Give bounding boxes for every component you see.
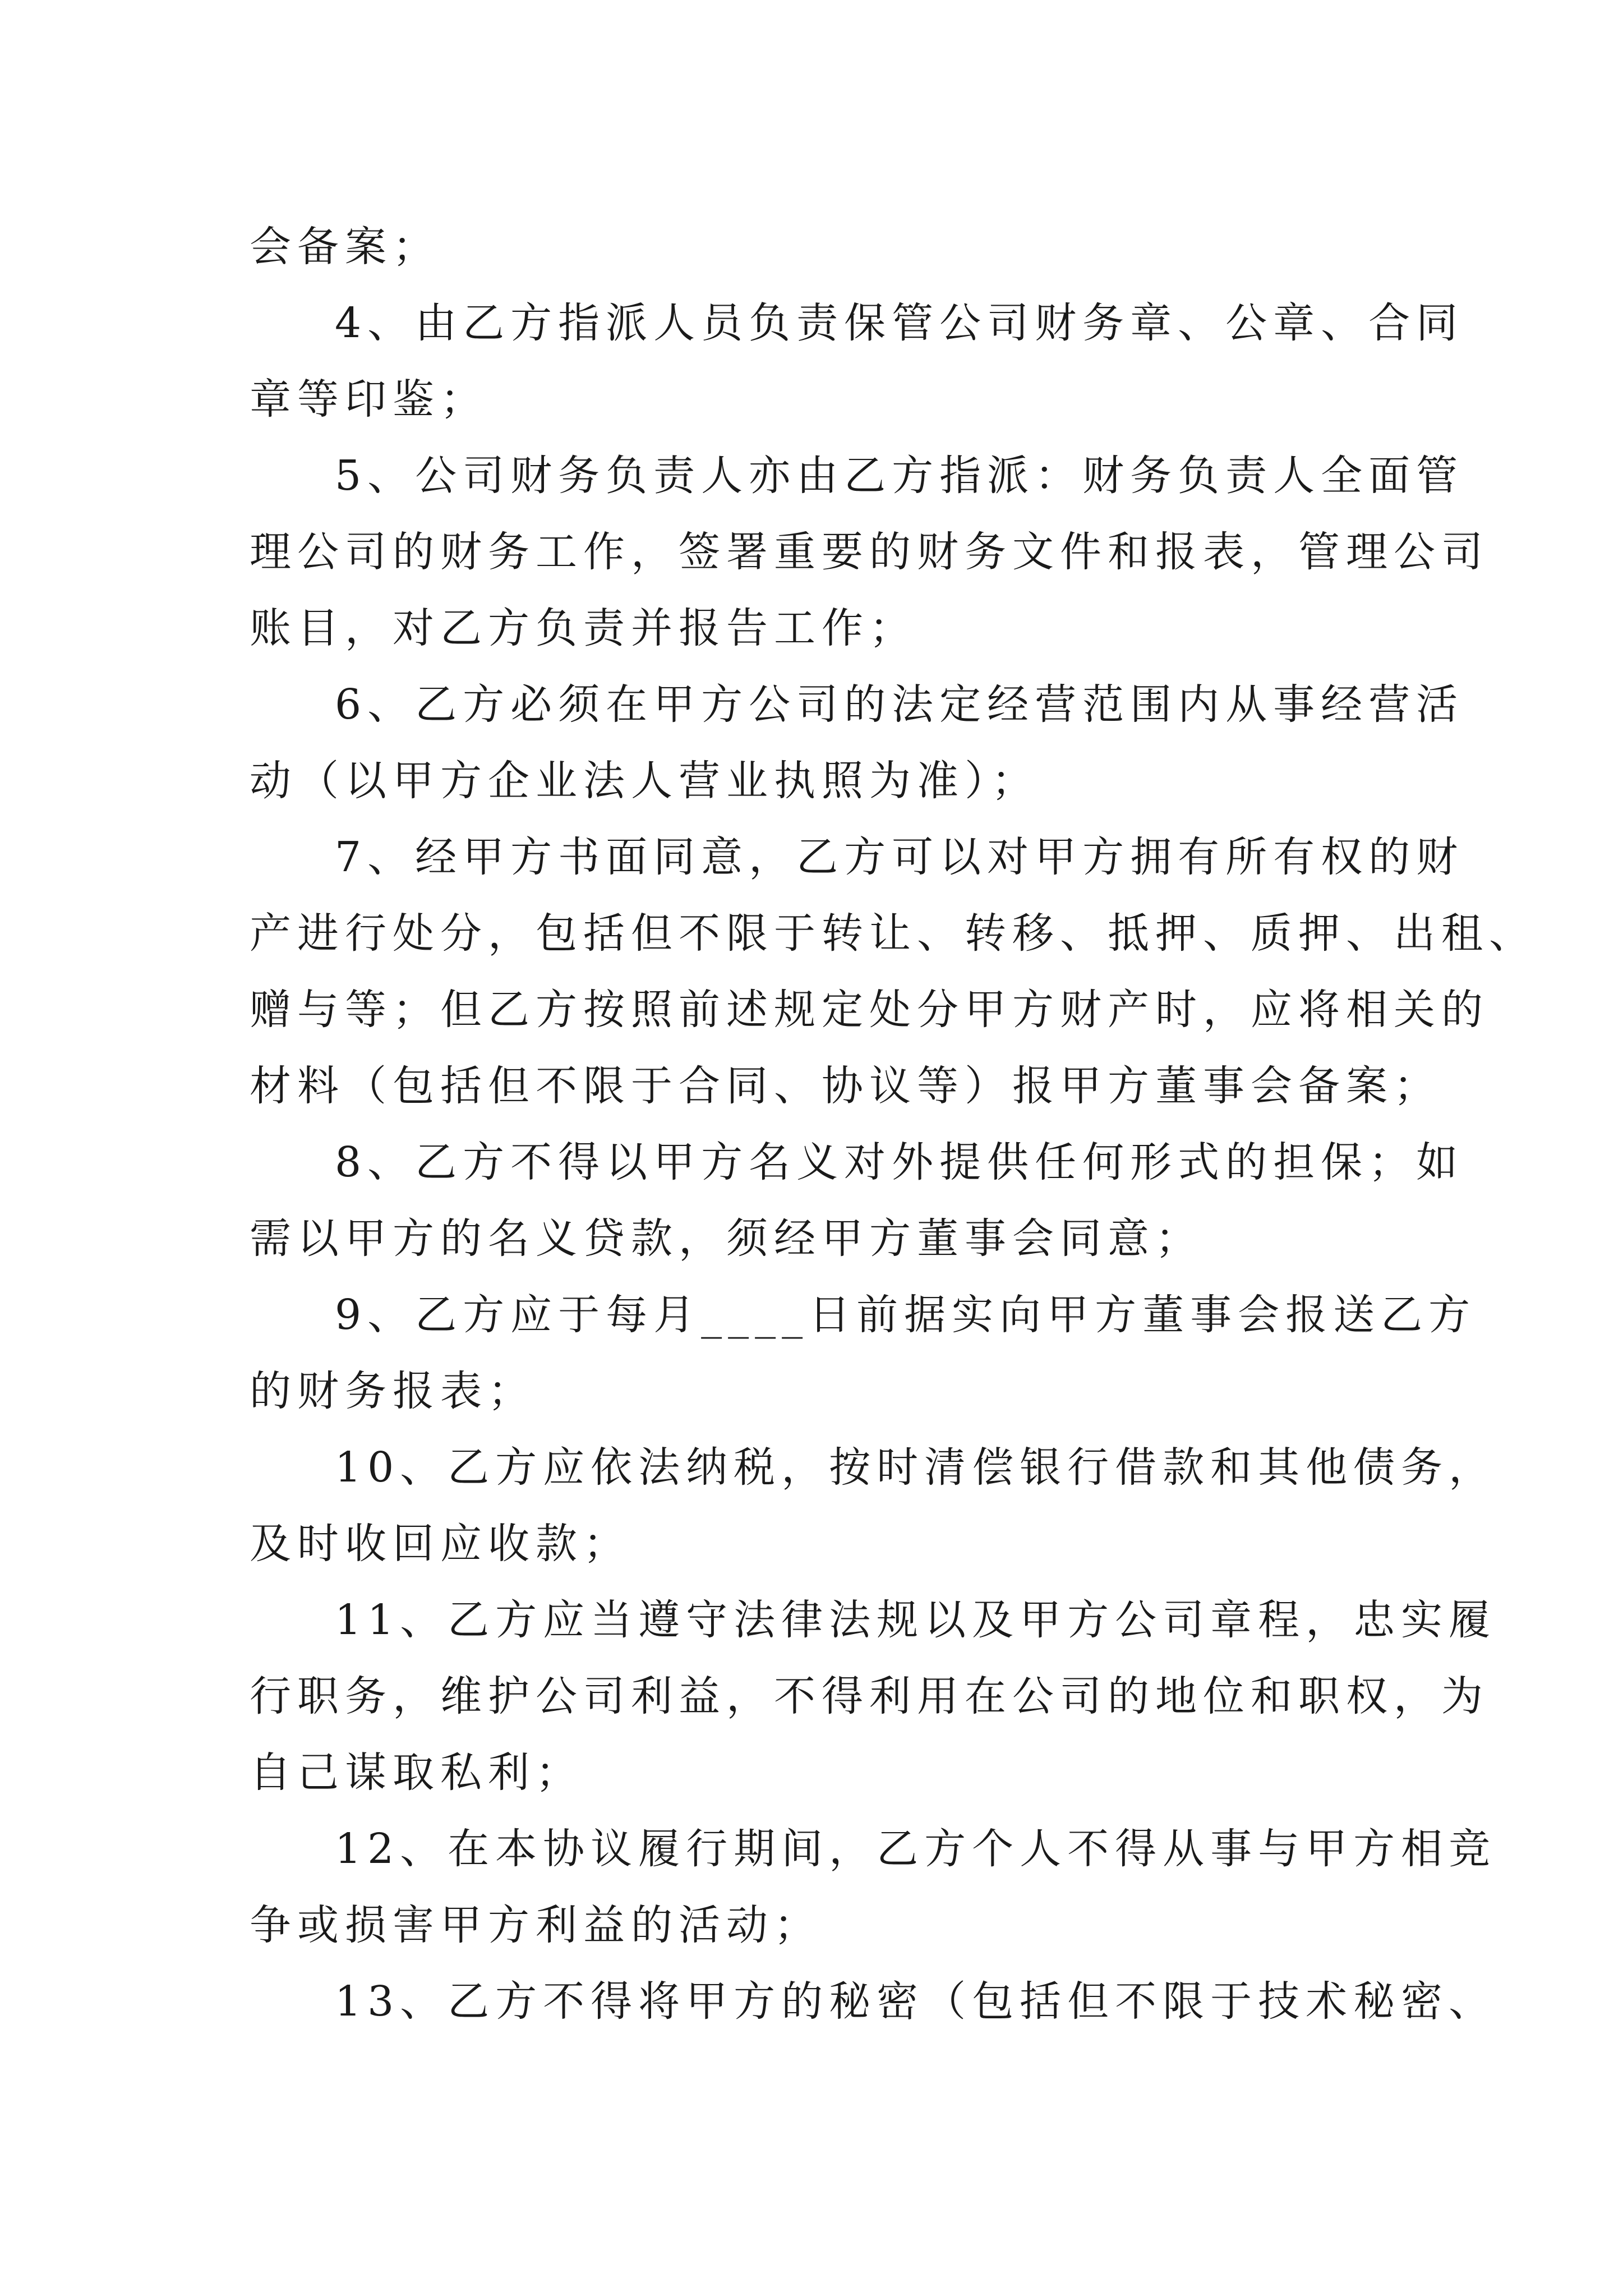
text-line: 及时收回应收款； bbox=[250, 1520, 631, 1568]
text-line: 会备案； bbox=[250, 223, 440, 271]
clause-8-line: 8、乙方不得以甲方名义对外提供任何形式的担保；如 bbox=[335, 1138, 1464, 1186]
clause-4-line: 4、由乙方指派人员负责保管公司财务章、公章、合同 bbox=[335, 299, 1464, 347]
text-line: 的财务报表； bbox=[250, 1367, 536, 1415]
text-line: 产进行处分，包括但不限于转让、转移、抵押、质押、出租、 bbox=[250, 909, 1537, 958]
text-line: 自己谋取私利； bbox=[250, 1749, 583, 1797]
clause-5-line: 5、公司财务负责人亦由乙方指派：财务负责人全面管 bbox=[335, 452, 1464, 500]
text-line: 材料（包括但不限于合同、协议等）报甲方董事会备案； bbox=[250, 1062, 1441, 1110]
text-line: 章等印鉴； bbox=[250, 375, 488, 424]
clause-11-line: 11、乙方应当遵守法律法规以及甲方公司章程，忠实履 bbox=[335, 1596, 1497, 1644]
text-line: 需以甲方的名义贷款，须经甲方董事会同意； bbox=[250, 1214, 1203, 1263]
text-line: 动（以甲方企业法人营业执照为准）； bbox=[250, 757, 1039, 805]
text-line: 争或损害甲方利益的活动； bbox=[250, 1901, 822, 1949]
clause-9-line: 9、乙方应于每月____日前据实向甲方董事会报送乙方 bbox=[335, 1291, 1477, 1339]
text-line: 账目，对乙方负责并报告工作； bbox=[250, 604, 917, 652]
text-line: 赠与等；但乙方按照前述规定处分甲方财产时，应将相关的 bbox=[250, 986, 1489, 1034]
clause-13-line: 13、乙方不得将甲方的秘密（包括但不限于技术秘密、 bbox=[335, 1977, 1497, 2026]
document-body bbox=[250, 209, 1537, 2040]
clause-12-line: 12、在本协议履行期间，乙方个人不得从事与甲方相竞 bbox=[335, 1825, 1497, 1873]
text-line: 理公司的财务工作，签署重要的财务文件和报表，管理公司 bbox=[250, 528, 1489, 576]
clause-10-line: 10、乙方应依法纳税，按时清偿银行借款和其他债务， bbox=[335, 1443, 1497, 1492]
text-line: 行职务，维护公司利益，不得利用在公司的地位和职权，为 bbox=[250, 1672, 1489, 1720]
clause-7-line: 7、经甲方书面同意，乙方可以对甲方拥有所有权的财 bbox=[335, 833, 1464, 881]
clause-6-line: 6、乙方必须在甲方公司的法定经营范围内从事经营活 bbox=[335, 680, 1464, 729]
